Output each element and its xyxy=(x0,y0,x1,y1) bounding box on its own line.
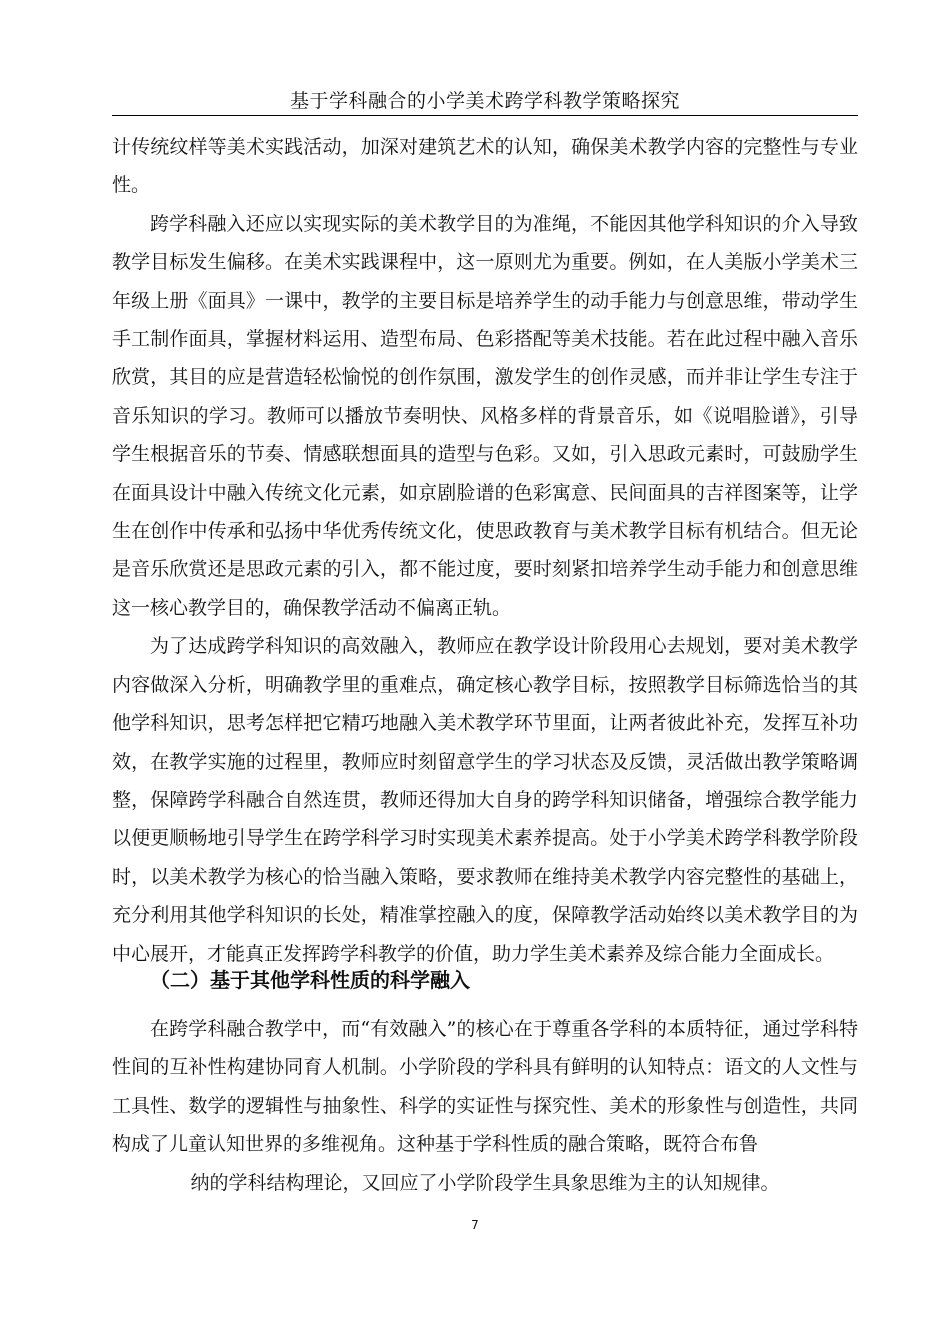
body-text-block xyxy=(112,128,858,973)
paragraph-final-line: 纳的学科结构理论，又回应了小学阶段学生具象思维为主的认知规律。 xyxy=(190,1171,780,1194)
header-divider xyxy=(112,115,858,116)
section-heading: （二）基于其他学科性质的科学融入 xyxy=(150,968,470,992)
paragraph-efficient-integration: 为了达成跨学科知识的高效融入，教师应在教学设计阶段用心去规划，要对美术教学内容做深入分析，明确教学里的重难点，确定核心教学目标，按照教学目标筛选恰当的其他学科知识，思考怎样把它精巧地融入美术教学环节里面，让两者彼此补充，发挥互补功效，在教学实施的过程里，教师应时刻留意学生的学习状态及反馈，灵活做出教学策略调整，保障跨学科融合自然连贯，教师还得加大自身的跨学科知识储备，增强综合教学能力以便更顺畅地引导学生在跨学科学习时实现美术素养提高。处于小学美术跨学科教学阶段时，以美术教学为核心的恰当融入策略，要求教师在维持美术教学内容完整性的基础上，充分利用其他学科知识的长处，精准掌控融入的度，保障教学活动始终以美术教学目的为中心展开，才能真正发挥跨学科教学的价值，助力学生美术素养及综合能力全面成长。 xyxy=(112,635,858,965)
paragraph-continuation: 计传统纹样等美术实践活动，加深对建筑艺术的认知，确保美术教学内容的完整性与专业性。 xyxy=(112,136,858,197)
page-number: 7 xyxy=(471,1218,479,1232)
paragraph-goal-principle: 跨学科融入还应以实现实际的美术教学目的为准绳，不能因其他学科知识的介入导致教学目标发生偏移。在美术实践课程中，这一原则尤为重要。例如，在人美版小学美术三年级上册《面具》一课中，教学的主要目标是培养学生的动手能力与创意思维，带动学生手工制作面具，掌握材料运用、造型布局、色彩搭配等美术技能。若在此过程中融入音乐欣赏，其目的应是营造轻松愉悦的创作氛围，激发学生的创作灵感，而并非让学生专注于音乐知识的学习。教师可以播放节奏明快、风格多样的背景音乐，如《说唱脸谱》，引导学生根据音乐的节奏、情感联想面具的造型与色彩。又如，引入思政元素时，可鼓励学生在面具设计中融入传统文化元素，如京剧脸谱的色彩寓意、民间面具的吉祥图案等，让学生在创作中传承和弘扬中华优秀传统文化，使思政教育与美术教学目标有机结合。但无论是音乐欣赏还是思政元素的引入，都不能过度，要时刻紧扣培养学生动手能力和创意思维这一核心教学目的，确保教学活动不偏离正轨。 xyxy=(112,212,858,619)
section-body-block xyxy=(112,1010,858,1202)
running-header: 基于学科融合的小学美术跨学科教学策略探究 xyxy=(289,90,680,112)
paragraph-subject-nature: 在跨学科融合教学中，而“有效融入”的核心在于尊重各学科的本质特征，通过学科特性间的互补性构建协同育人机制。小学阶段的学科具有鲜明的认知特点：语文的人文性与工具性、数学的逻辑性与抽象性、科学的实证性与探究性、美术的形象性与创造性，共同构成了儿童认知世界的多维视角。这种基于学科性质的融合策略，既符合布鲁 xyxy=(112,1018,858,1156)
